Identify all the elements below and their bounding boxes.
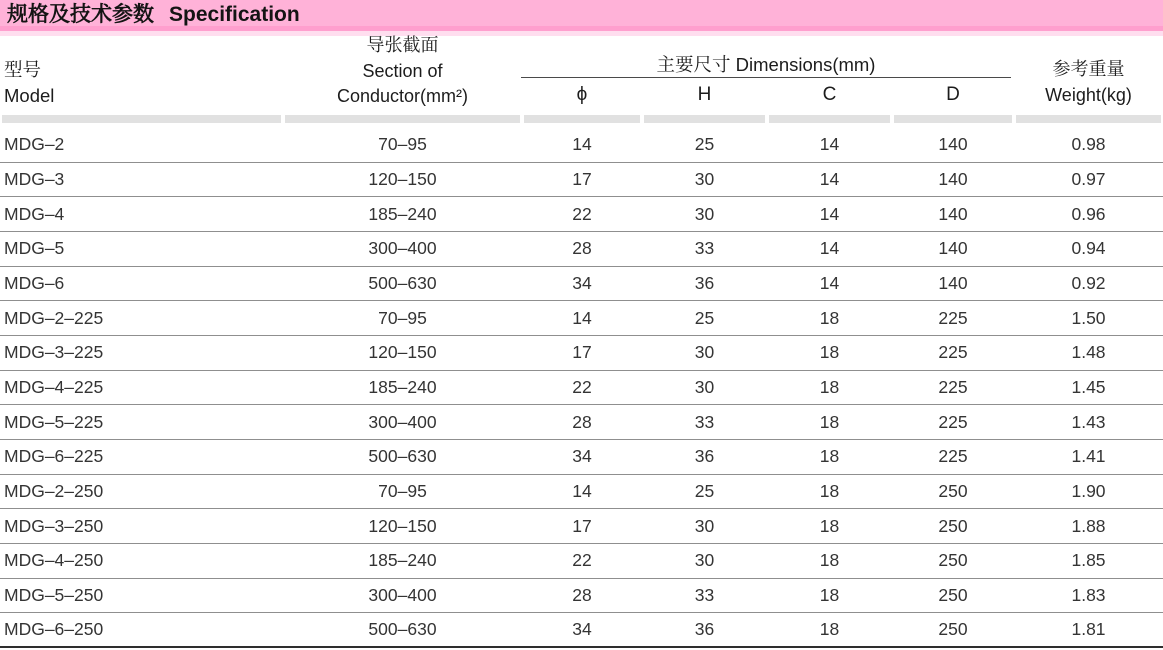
section-header-line1: 导张截面 <box>366 35 439 55</box>
cell-model: MDG–2 <box>4 134 65 155</box>
cell-weight: 0.96 <box>1071 203 1106 224</box>
cell-model: MDG–6–225 <box>4 446 104 467</box>
cell-section: 70–95 <box>378 480 427 501</box>
table-row <box>0 440 1163 475</box>
cell-d: 140 <box>938 272 968 293</box>
table-row <box>0 267 1163 302</box>
weight-header-zh: 参考重量 <box>1052 59 1125 79</box>
page-title-en: Specification <box>169 3 300 26</box>
cell-d: 250 <box>938 550 968 571</box>
band-segment <box>285 115 520 123</box>
cell-weight: 1.85 <box>1071 550 1106 571</box>
cell-phi: 22 <box>572 203 592 224</box>
band-segment <box>1016 115 1161 123</box>
table-row <box>0 544 1163 579</box>
column-underline-band <box>0 115 1163 123</box>
cell-model: MDG–3–225 <box>4 342 104 363</box>
cell-weight: 1.88 <box>1071 515 1106 536</box>
table-row <box>0 371 1163 406</box>
cell-c: 18 <box>819 376 840 397</box>
cell-phi: 28 <box>572 238 592 259</box>
table-row <box>0 475 1163 510</box>
table-row <box>0 197 1163 232</box>
cell-h: 36 <box>694 446 715 467</box>
band-segment <box>524 115 640 123</box>
page-title <box>7 0 300 30</box>
cell-section: 300–400 <box>368 584 437 605</box>
cell-c: 14 <box>819 272 840 293</box>
section-title-bar <box>0 0 1163 36</box>
cell-c: 18 <box>819 342 840 363</box>
cell-section: 300–400 <box>368 411 437 432</box>
dim-col-header-h: H <box>697 84 712 105</box>
band-segment <box>769 115 890 123</box>
cell-h: 30 <box>694 515 715 536</box>
cell-d: 250 <box>938 515 968 536</box>
cell-h: 30 <box>694 168 715 189</box>
cell-section: 500–630 <box>368 619 437 640</box>
dim-col-header-phi: ϕ <box>576 84 588 105</box>
dimensions-subheaders <box>522 84 1014 106</box>
cell-section: 185–240 <box>368 550 437 571</box>
cell-d: 225 <box>938 376 968 397</box>
section-column-header <box>283 33 522 110</box>
cell-model: MDG–2–250 <box>4 480 104 501</box>
cell-d: 140 <box>938 203 968 224</box>
dim-col-header-c: C <box>822 84 837 105</box>
cell-d: 250 <box>938 619 968 640</box>
cell-h: 33 <box>694 584 715 605</box>
model-header-zh: 型号 <box>4 59 42 80</box>
cell-weight: 0.98 <box>1071 134 1106 155</box>
cell-phi: 34 <box>572 446 592 467</box>
table-row <box>0 405 1163 440</box>
cell-c: 18 <box>819 411 840 432</box>
cell-model: MDG–5–225 <box>4 411 104 432</box>
cell-weight: 0.92 <box>1071 272 1106 293</box>
cell-h: 30 <box>694 550 715 571</box>
cell-model: MDG–5 <box>4 238 65 259</box>
cell-d: 225 <box>938 342 968 363</box>
dimensions-group-header: 主要尺寸 Dimensions(mm) <box>521 52 1011 78</box>
weight-column-header <box>1014 56 1163 108</box>
cell-model: MDG–2–225 <box>4 307 104 328</box>
cell-h: 30 <box>694 342 715 363</box>
cell-phi: 22 <box>572 550 592 571</box>
cell-h: 36 <box>694 619 715 640</box>
cell-model: MDG–4–225 <box>4 376 104 397</box>
cell-section: 185–240 <box>368 376 437 397</box>
table-row <box>0 232 1163 267</box>
model-header-en: Model <box>4 85 55 106</box>
cell-section: 120–150 <box>368 515 437 536</box>
table-row <box>0 301 1163 336</box>
cell-weight: 1.90 <box>1071 480 1106 501</box>
table-row <box>0 163 1163 198</box>
cell-section: 120–150 <box>368 168 437 189</box>
cell-model: MDG–4 <box>4 203 65 224</box>
weight-header-en: Weight(kg) <box>1045 85 1132 105</box>
band-segment <box>894 115 1012 123</box>
cell-d: 225 <box>938 307 968 328</box>
cell-h: 30 <box>694 376 715 397</box>
cell-c: 18 <box>819 584 840 605</box>
cell-d: 225 <box>938 411 968 432</box>
cell-phi: 28 <box>572 411 592 432</box>
cell-d: 140 <box>938 168 968 189</box>
cell-weight: 1.48 <box>1071 342 1106 363</box>
cell-weight: 1.81 <box>1071 619 1106 640</box>
dim-col-header-d: D <box>946 84 960 105</box>
cell-h: 25 <box>694 307 715 328</box>
cell-model: MDG–4–250 <box>4 550 104 571</box>
cell-weight: 0.94 <box>1071 238 1106 259</box>
cell-d: 140 <box>938 238 968 259</box>
cell-section: 120–150 <box>368 342 437 363</box>
cell-c: 18 <box>819 307 840 328</box>
band-segment <box>2 115 281 123</box>
cell-c: 18 <box>819 619 840 640</box>
cell-h: 25 <box>694 134 715 155</box>
band-segment <box>644 115 765 123</box>
cell-d: 225 <box>938 446 968 467</box>
model-column-header <box>4 57 54 109</box>
cell-c: 18 <box>819 515 840 536</box>
section-header-line2: Section of <box>362 60 443 81</box>
cell-c: 14 <box>819 203 840 224</box>
table-row <box>0 579 1163 614</box>
cell-weight: 1.41 <box>1071 446 1106 467</box>
cell-h: 33 <box>694 238 715 259</box>
cell-weight: 1.83 <box>1071 584 1106 605</box>
cell-h: 25 <box>694 480 715 501</box>
cell-c: 18 <box>819 446 840 467</box>
cell-phi: 28 <box>572 584 592 605</box>
cell-c: 18 <box>819 480 840 501</box>
cell-phi: 34 <box>572 272 592 293</box>
cell-section: 70–95 <box>378 307 427 328</box>
cell-c: 18 <box>819 550 840 571</box>
page-title-zh: 规格及技术参数 <box>7 3 154 26</box>
cell-phi: 14 <box>572 480 592 501</box>
cell-phi: 14 <box>572 307 592 328</box>
table-row <box>0 613 1163 648</box>
cell-c: 14 <box>819 134 840 155</box>
cell-d: 250 <box>938 480 968 501</box>
cell-phi: 14 <box>572 134 592 155</box>
cell-section: 185–240 <box>368 203 437 224</box>
table-row <box>0 128 1163 163</box>
cell-model: MDG–6–250 <box>4 619 104 640</box>
cell-section: 70–95 <box>378 134 427 155</box>
cell-c: 14 <box>819 168 840 189</box>
cell-h: 30 <box>694 203 715 224</box>
cell-phi: 34 <box>572 619 592 640</box>
cell-model: MDG–6 <box>4 272 65 293</box>
section-header-line3: Conductor(mm²) <box>336 86 469 106</box>
table-body <box>0 128 1163 648</box>
cell-section: 500–630 <box>368 272 437 293</box>
cell-d: 250 <box>938 584 968 605</box>
cell-weight: 1.45 <box>1071 376 1106 397</box>
cell-model: MDG–5–250 <box>4 584 104 605</box>
cell-h: 36 <box>694 272 715 293</box>
table-row <box>0 509 1163 544</box>
cell-weight: 0.97 <box>1071 168 1106 189</box>
cell-section: 500–630 <box>368 446 437 467</box>
cell-model: MDG–3 <box>4 168 65 189</box>
cell-phi: 17 <box>572 168 592 189</box>
cell-c: 14 <box>819 238 840 259</box>
cell-phi: 22 <box>572 376 592 397</box>
cell-phi: 17 <box>572 515 592 536</box>
cell-model: MDG–3–250 <box>4 515 104 536</box>
cell-d: 140 <box>938 134 968 155</box>
table-row <box>0 336 1163 371</box>
cell-phi: 17 <box>572 342 592 363</box>
cell-weight: 1.50 <box>1071 307 1106 328</box>
cell-h: 33 <box>694 411 715 432</box>
cell-weight: 1.43 <box>1071 411 1106 432</box>
cell-section: 300–400 <box>368 238 437 259</box>
